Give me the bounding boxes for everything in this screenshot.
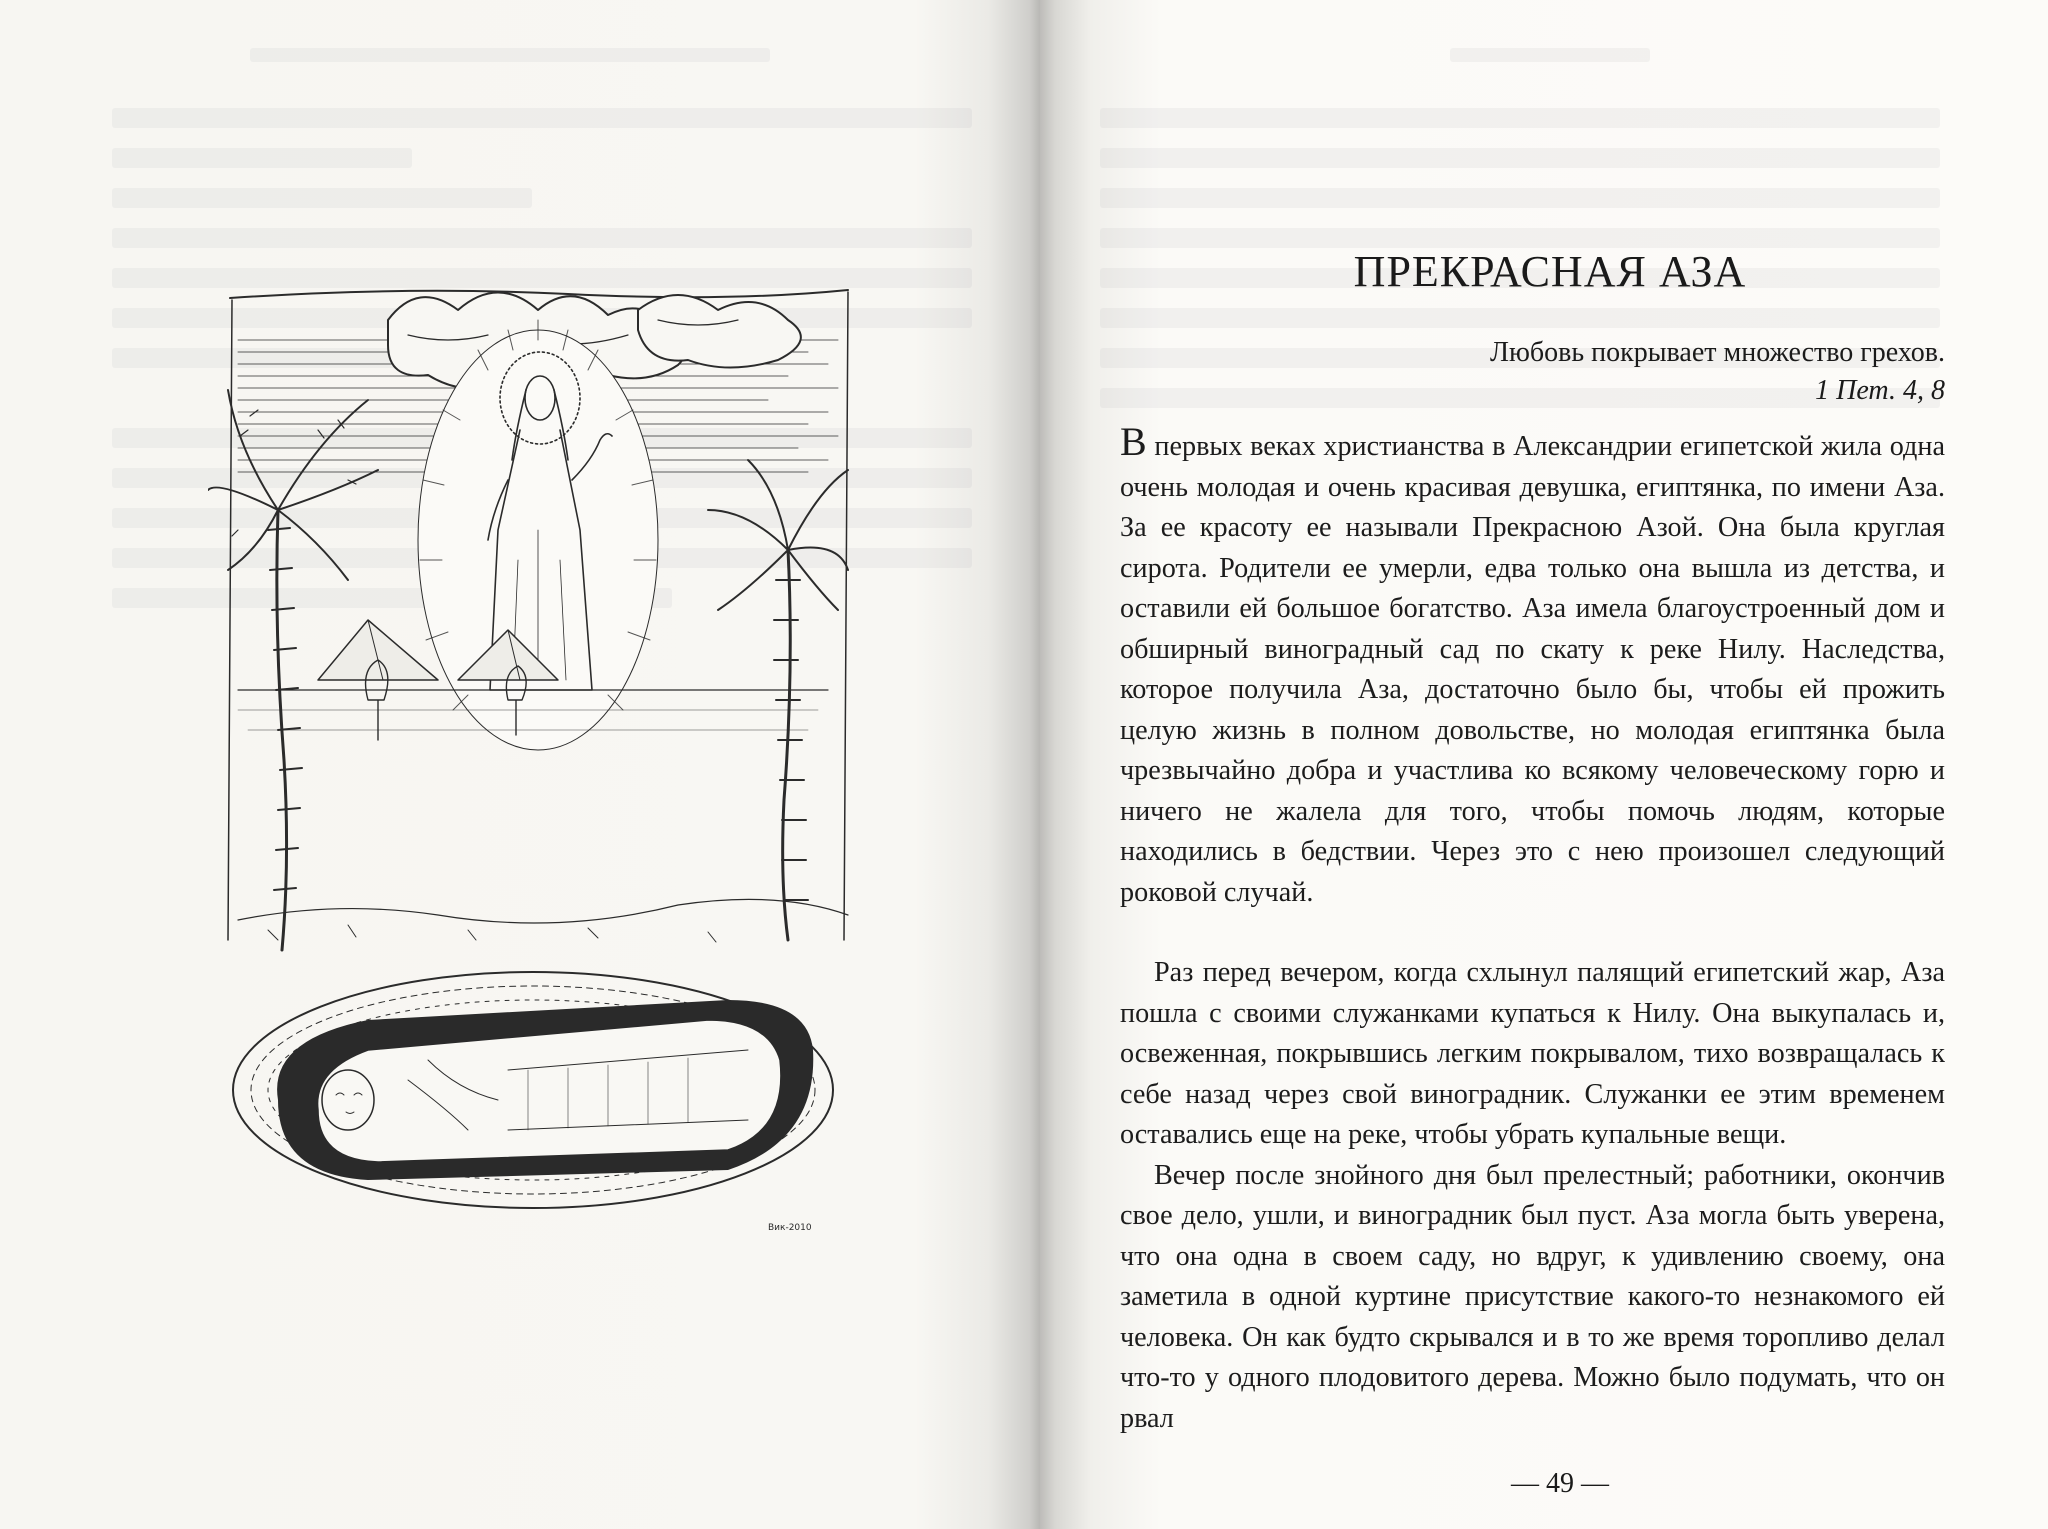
epigraph-quote: Любовь покрывает множество грехов. xyxy=(1490,337,1945,368)
paragraph: Раз перед вечером, когда схлынул палящий египетский жар, Аза пошла с своими служанками купаться к Нилу. Она выкупалась и, освеженная, покрывшись легким покрывалом, тихо возвращалась к себе назад через свой виноградник. Служанки ее этим временем оставались еще на реке, чтобы убрать купальные вещи. xyxy=(1120,957,1945,1150)
paragraph: В первых веках христианства в Александрии египетской жила одна очень молодая и очень красивая девушка, египтянка, по имени Аза. За ее красоту ее называли Прекрасною Азой. Она была круглая сирота. Родители ее умерли, едва только она вышла из детства, и оставили ей большое богатство. Аза имела благоустроенный дом и обширный виноградный сад по скату к реке Нилу. Наследства, которое получила Аза, достаточно было бы, чтобы ей прожить целую жизнь в полном довольстве, но молодая египтянка была чрезвычайно добра и участлива ко всякому человеческому горю и ничего не жалела для того, чтобы помочь людям, которые находились в бедствии. Через это с нею произошел следующий роковой случай. xyxy=(1120,419,1945,908)
illustration-signature: Вик-2010 xyxy=(768,1223,812,1233)
epigraph xyxy=(1300,334,1945,410)
epigraph-source: 1 Пет. 4, 8 xyxy=(1815,375,1945,406)
body-text xyxy=(1120,419,1945,1439)
chapter-title: ПРЕКРАСНАЯ АЗА xyxy=(1353,247,1747,296)
paragraph: Вечер после знойного дня был прелестный; работники, окончив свое дело, ушли, и виноградник был пуст. Аза могла быть уверена, что она одна в своем саду, но вдруг, к удивлению своему, она заметила в одной куртине присутствие какого-то незнакомого ей человека. Он как будто скрывался и в то же время торопливо делал что-то у одного плодовитого дерева. Можно было подумать, что он рвал xyxy=(1120,1159,1945,1434)
illustration xyxy=(208,280,858,1240)
page-number: — 49 — xyxy=(1511,1468,1609,1499)
